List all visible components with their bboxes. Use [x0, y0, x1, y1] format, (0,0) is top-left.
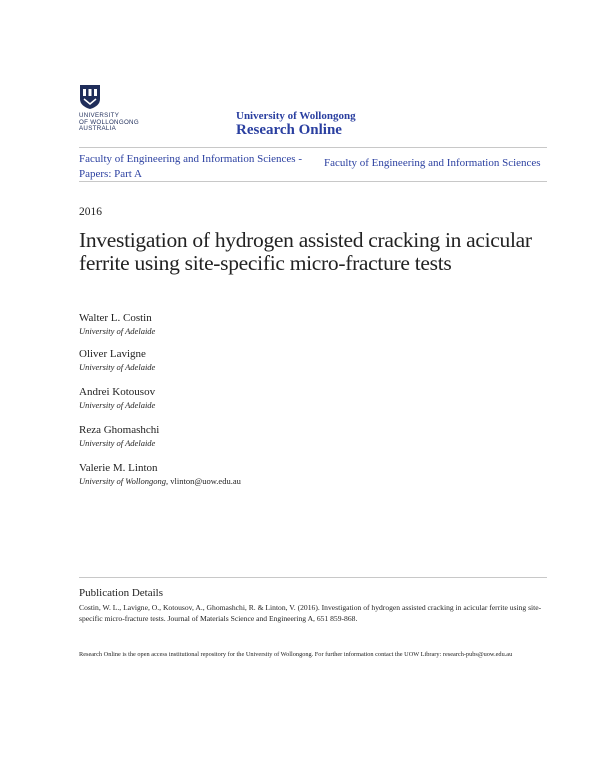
- logo-line-2: OF WOLLONGONG: [79, 118, 139, 126]
- university-logo[interactable]: [79, 84, 149, 136]
- author-name: Oliver Lavigne: [79, 348, 146, 360]
- divider-publication: [79, 577, 547, 578]
- author-4: [79, 424, 159, 449]
- crest-icon: [79, 84, 101, 110]
- divider-bottom: [79, 181, 547, 182]
- author-affiliation: University of Adelaide: [79, 362, 156, 372]
- author-3: [79, 386, 155, 411]
- breadcrumb-faculty-link[interactable]: Faculty of Engineering and Information Sciences: [324, 157, 541, 169]
- author-name: Andrei Kotousov: [79, 386, 156, 398]
- logo-line-3: AUSTRALIA: [79, 125, 117, 133]
- author-affiliation-with-email: [79, 476, 241, 487]
- publication-year: 2016: [79, 206, 102, 218]
- author-name: Valerie M. Linton: [79, 462, 158, 474]
- author-affiliation: University of Wollongong: [79, 476, 167, 486]
- author-affiliation: University of Adelaide: [79, 400, 156, 410]
- author-email: , vlinton@uow.edu.au: [166, 476, 241, 486]
- divider-top: [79, 147, 547, 148]
- repository-footer: Research Online is the open access institutional repository for the University of Wollongong. For further information contact the UOW Library: research-pubs@uow.edu.au: [79, 651, 513, 658]
- author-name: Reza Ghomashchi: [79, 424, 160, 436]
- author-affiliation: University of Adelaide: [79, 326, 156, 336]
- repository-name-link[interactable]: Research Online: [236, 122, 342, 138]
- publication-details-text: Costin, W. L., Lavigne, O., Kotousov, A., Ghomashchi, R. & Linton, V. (2016). Investigation of hydrogen assisted cracking in acicular ferrite using site-specific micro-fracture tests. Journal of Materials Science and Engineering A, 651 859-868.: [79, 603, 542, 623]
- author-1: [79, 312, 155, 337]
- logo-line-1: UNIVERSITY: [79, 112, 120, 119]
- author-2: [79, 348, 155, 373]
- author-affiliation: University of Adelaide: [79, 438, 156, 448]
- publication-details-heading: Publication Details: [79, 587, 164, 599]
- paper-title: Investigation of hydrogen assisted cracking in acicular ferrite using site-specific micro-fracture tests: [79, 228, 532, 275]
- author-5: [79, 462, 241, 487]
- author-name: Walter L. Costin: [79, 312, 152, 324]
- university-name-link[interactable]: University of Wollongong: [236, 110, 356, 122]
- breadcrumb-faculty-papers-link[interactable]: Faculty of Engineering and Information Sciences - Papers: Part A: [79, 153, 302, 180]
